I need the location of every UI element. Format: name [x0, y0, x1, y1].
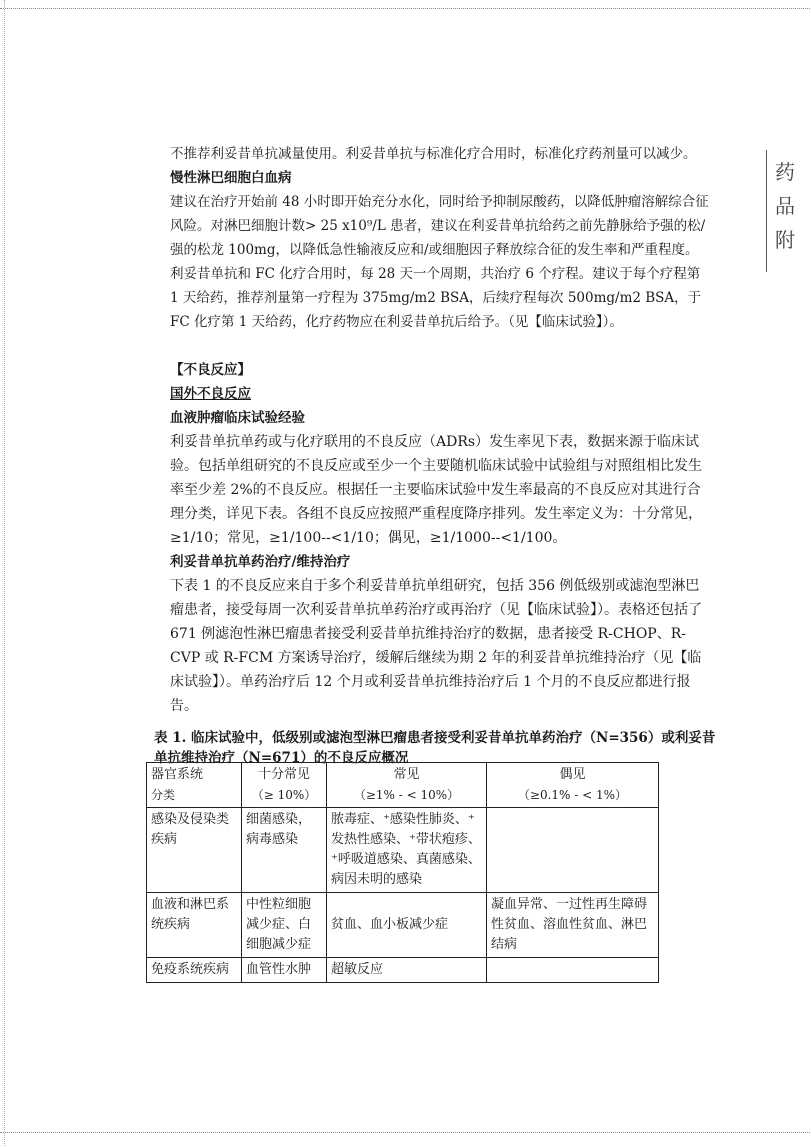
header-very-common	[242, 763, 327, 808]
cll-fc-paragraph: 利妥昔单抗和 FC 化疗合用时，每 28 天一个周期，共治疗 6 个疗程。建议于每个疗程第 1 天给药，推荐剂量第一疗程为 375mg/m2 BSA，后续疗程每次 500mg/m2 BSA，于 FC 化疗第 1 天给药，化疗药物应在利妥昔单抗后给予。（见【临床试验】）。	[170, 266, 702, 330]
header-common-sub: （≥1% - < 10%）	[353, 788, 460, 802]
header-organ-sub: 分类	[151, 788, 176, 802]
scan-bottom-edge	[0, 1132, 810, 1134]
side-tab-char-2: 品	[775, 194, 795, 218]
dose-note-paragraph: 不推荐利妥昔单抗减量使用。利妥昔单抗与标准化疗合用时，标准化疗药剂量可以减少。	[170, 146, 697, 162]
heme-trial-heading: 血液肿瘤临床试验经验	[170, 410, 305, 426]
cell-uncommon	[487, 808, 659, 893]
adverse-reaction-table	[146, 762, 659, 983]
table-header-row	[147, 763, 659, 808]
document-body	[154, 142, 716, 782]
adr-intro-paragraph: 利妥昔单抗单药或与化疗联用的不良反应（ADRs）发生率见下表，数据来源于临床试验。包括单组研究的不良反应或至少一个主要随机临床试验中试验组与对照组相比发生率至少差 2%的不良反应。根据任一主要临床试验中发生率最高的不良反应对其进行合理分类，详见下表。各组不良反应按照严重程度降序排列。发生率定义为：十分常见，≥1/10；常见，≥1/100--<1/10；偶见，≥1/1000--<1/100。	[170, 434, 702, 546]
header-uncommon-main: 偶见	[559, 767, 586, 782]
table-caption: 表 1. 临床试验中，低级别或滤泡型淋巴瘤患者接受利妥昔单抗单药治疗（N=356）或利妥昔单抗维持治疗（N=671）的不良反应概况	[154, 730, 716, 766]
header-very-common-main: 十分常见	[257, 767, 310, 782]
adverse-reactions-heading: 【不良反应】	[170, 362, 251, 378]
header-very-common-sub: （≥ 10%）	[251, 788, 317, 802]
cell-common: 贫血、血小板减少症	[327, 893, 487, 958]
side-index-tab	[766, 150, 803, 272]
cll-hydration-paragraph: 建议在治疗开始前 48 小时即开始充分水化，同时给予抑制尿酸药，以降低肿瘤溶解综合征风险。对淋巴细胞计数> 25 x10⁹/L 患者，建议在利妥昔单抗给药之前先静脉给予强的松/强的松龙 100mg，以降低急性输液反应和/或细胞因子释放综合征的发生率和严重程度。	[170, 194, 709, 258]
table-row	[147, 958, 659, 983]
foreign-adr-heading: 国外不良反应	[170, 386, 251, 402]
monotherapy-heading: 利妥昔单抗单药治疗/维持治疗	[170, 554, 351, 570]
cell-organ: 血液和淋巴系统疾病	[147, 893, 242, 958]
monotherapy-paragraph: 下表 1 的不良反应来自于多个利妥昔单抗单组研究，包括 356 例低级别或滤泡型淋巴瘤患者，接受每周一次利妥昔单抗单药治疗或再治疗（见【临床试验】）。表格还包括了 671 例滤泡性淋巴瘤患者接受利妥昔单抗维持治疗的数据，患者接受 R-CHOP、R-CVP 或 R-FCM 方案诱导治疗，缓解后继续为期 2 年的利妥昔单抗维持治疗（见【临床试验】）。单药治疗后 12 个月或利妥昔单抗维持治疗后 1 个月的不良反应都进行报告。	[170, 578, 702, 714]
header-common	[327, 763, 487, 808]
side-tab-char-1: 药	[775, 160, 795, 184]
header-organ-main: 器官系统	[151, 767, 204, 782]
cell-common: 超敏反应	[327, 958, 487, 983]
header-organ	[147, 763, 242, 808]
table-row	[147, 893, 659, 958]
scan-left-edge	[4, 0, 6, 1146]
cell-uncommon	[487, 958, 659, 983]
cell-very-common: 血管性水肿	[242, 958, 327, 983]
cell-organ: 免疫系统疾病	[147, 958, 242, 983]
header-common-main: 常见	[393, 767, 420, 782]
header-uncommon-sub: （≥0.1% - < 1%）	[517, 788, 628, 802]
cll-heading: 慢性淋巴细胞白血病	[170, 170, 292, 186]
side-tab-char-3: 附	[775, 228, 795, 252]
scan-top-edge	[0, 8, 810, 10]
cell-common: 脓毒症、⁺感染性肺炎、⁺发热性感染、⁺带状疱疹、⁺呼吸道感染、真菌感染、病因未明的感染	[327, 808, 487, 893]
cell-very-common: 中性粒细胞减少症、白细胞减少症	[242, 893, 327, 958]
cell-organ: 感染及侵染类疾病	[147, 808, 242, 893]
header-uncommon	[487, 763, 659, 808]
cell-very-common: 细菌感染，病毒感染	[242, 808, 327, 893]
table-row	[147, 808, 659, 893]
cell-uncommon: 凝血异常、一过性再生障碍性贫血、溶血性贫血、淋巴结病	[487, 893, 659, 958]
